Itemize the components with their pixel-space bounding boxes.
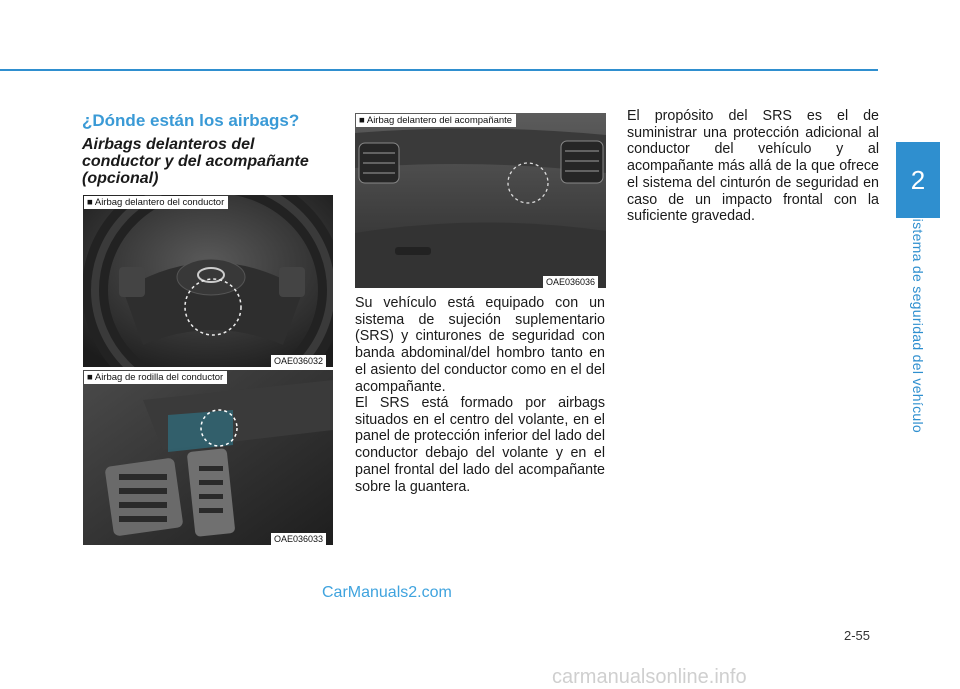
page-number: 2-55 — [844, 628, 871, 643]
body-paragraph: El propósito del SRS es el de suministrar una protección adicional al conductor del vehículo y al acompañante más allá de la que ofrece el sistema del cinturón de seguridad en caso de un impacto frontal con la suficiente gravedad. — [627, 108, 879, 225]
figure-caption: ■ Airbag de rodilla del conductor — [84, 371, 227, 384]
figure-passenger-airbag — [355, 113, 606, 288]
section-heading: ¿Dónde están los airbags? — [82, 111, 300, 130]
figure-caption: ■ Airbag delantero del acompañante — [356, 114, 516, 127]
body-paragraph: Su vehículo está equipado con un sistema de sujeción suplementario (SRS) y cinturones de seguridad con banda abdominal/del hombro tanto en el asiento del conductor como en el del acompañante. — [355, 295, 605, 395]
pedals-photo — [83, 370, 333, 545]
figure-code: OAE036032 — [271, 355, 326, 367]
watermark-link[interactable]: CarManuals2.com — [322, 584, 452, 601]
chapter-number: 2 — [910, 164, 926, 195]
body-paragraph: El SRS está formado por airbags situados en el centro del volante, en el panel de protección inferior del lado del conductor debajo del volante y en el panel frontal del lado del acompañante sobre la guantera. — [355, 395, 605, 495]
steering-wheel-photo — [83, 195, 333, 367]
figure-code: OAE036036 — [543, 276, 598, 288]
chapter-tab — [896, 142, 940, 218]
header-rule — [0, 69, 878, 71]
figure-driver-airbag — [83, 195, 333, 367]
chapter-side-title — [896, 209, 940, 433]
section-subheading: Airbags delanteros del conductor y del acompañante (opcional) — [82, 136, 309, 187]
figure-caption: ■ Airbag delantero del conductor — [84, 196, 228, 209]
figure-code: OAE036033 — [271, 533, 326, 545]
figure-knee-airbag — [83, 370, 333, 545]
watermark-footer: carmanualsonline.info — [552, 666, 747, 688]
chapter-title: Sistema de seguridad del vehículo — [910, 209, 926, 433]
dashboard-photo — [355, 113, 606, 288]
